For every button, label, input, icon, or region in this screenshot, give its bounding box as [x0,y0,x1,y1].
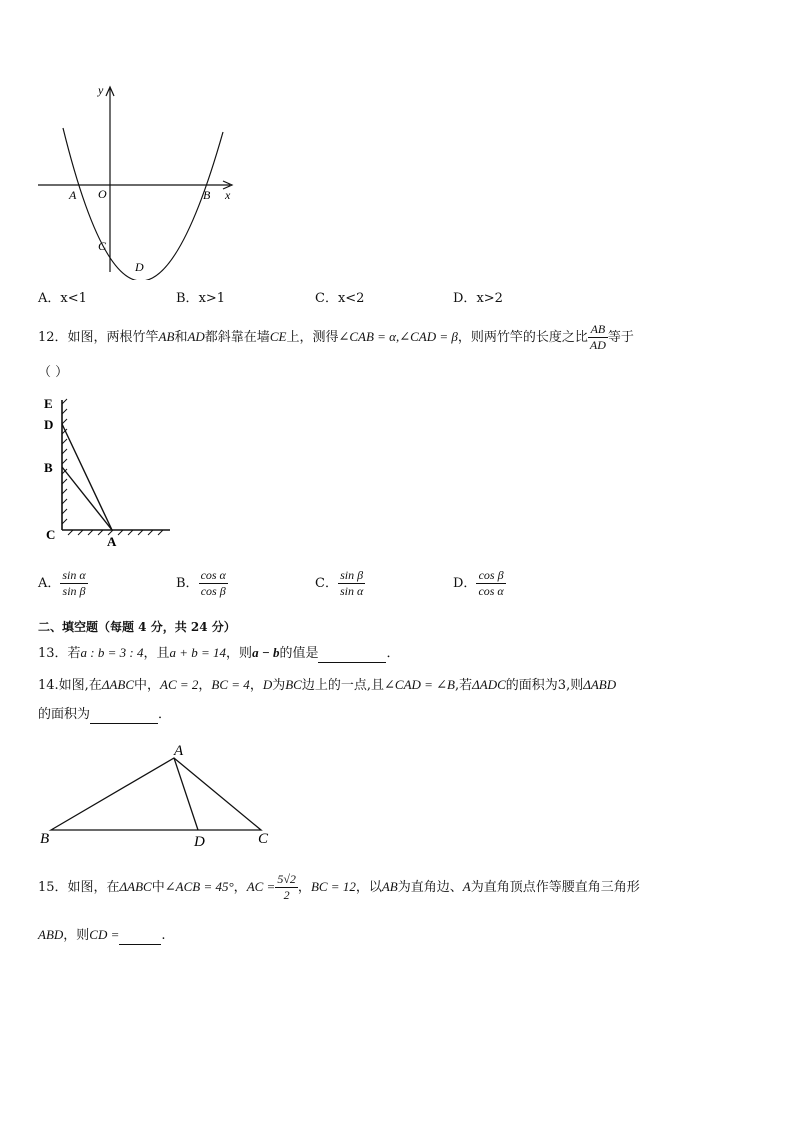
q14-answer-blank[interactable] [90,709,158,724]
q11-option-a: A．x<1 [38,291,87,306]
triangle-abc-figure [36,738,281,850]
q15-ac-fraction: $\frac{5√2}{2}$ [277,872,296,902]
q11-option-c: C．x<2 [315,291,365,306]
label-D: D [44,417,54,432]
q11-option-d: D．x>2 [453,291,503,306]
label-y: y [98,83,104,97]
q13-question: 13．若a : b = 3 : 4，且a + b = 14，则a − b的值是 ． [38,645,400,661]
segment-ad [174,758,198,830]
q12-option-d: D． $\frac{\text{cos β}}{\text{cos α}}$ [453,568,504,598]
label-D: D [194,834,205,850]
q12-answer-paren: （ ） [38,365,69,380]
label-A: A [69,188,77,202]
label-A: A [107,534,117,549]
label-C: C [98,239,107,253]
q14-question-line2: 的面积为 ． [38,707,172,722]
q15-question-line1: 15．如图，在ΔABC中∠ACB = 45°，AC = $\frac{5√2}{2}$ ，BC = 12，以AB为直角边、A为直角顶点作等腰直角三角形 [38,872,640,902]
section-2-title: 二、填空题（每题 4 分，共 24 分） [38,620,236,634]
label-E: E [44,396,53,411]
triangle-abc [51,758,261,830]
parabola-curve [63,128,223,280]
parabola-figure [30,80,245,280]
label-A: A [174,743,184,759]
label-D: D [135,260,144,274]
q15-question-line2: ABD，则CD = . [38,927,166,943]
label-B: B [40,831,50,847]
wall-hatch [62,399,67,530]
label-C: C [46,527,56,542]
label-C: C [258,831,269,847]
q12-option-c: C． $\frac{\text{sin β}}{\text{sin α}}$ [315,568,364,598]
label-B: B [44,460,53,475]
q11-option-b: B．x>1 [176,291,226,306]
label-O: O [98,187,107,201]
wall-figure [42,392,177,552]
label-B: B [203,188,211,202]
q13-answer-blank[interactable] [318,648,386,663]
q12-option-a: A． $\frac{\text{sin α}}{\text{sin β}}$ [38,568,86,598]
q12-option-b: B． $\frac{\text{cos α}}{\text{cos β}}$ [176,568,226,598]
q15-answer-blank[interactable] [119,930,161,945]
q14-question-line1: 14.如图,在ΔABC中，AC = 2，BC = 4，D为BC边上的一点,且∠CAD = ∠B,若ΔADC的面积为3,则ΔABD [38,677,617,693]
q12-ratio-fraction: $\frac{AB}{AD}$ [589,322,606,352]
q12-question: 12．如图，两根竹竿AB和AD都斜靠在墙CE上，测得∠CAB = α,∠CAD = β，则两竹竿的长度之比 $\frac{AB}{AD}$ 等于 [38,322,634,352]
label-x: x [225,188,231,202]
